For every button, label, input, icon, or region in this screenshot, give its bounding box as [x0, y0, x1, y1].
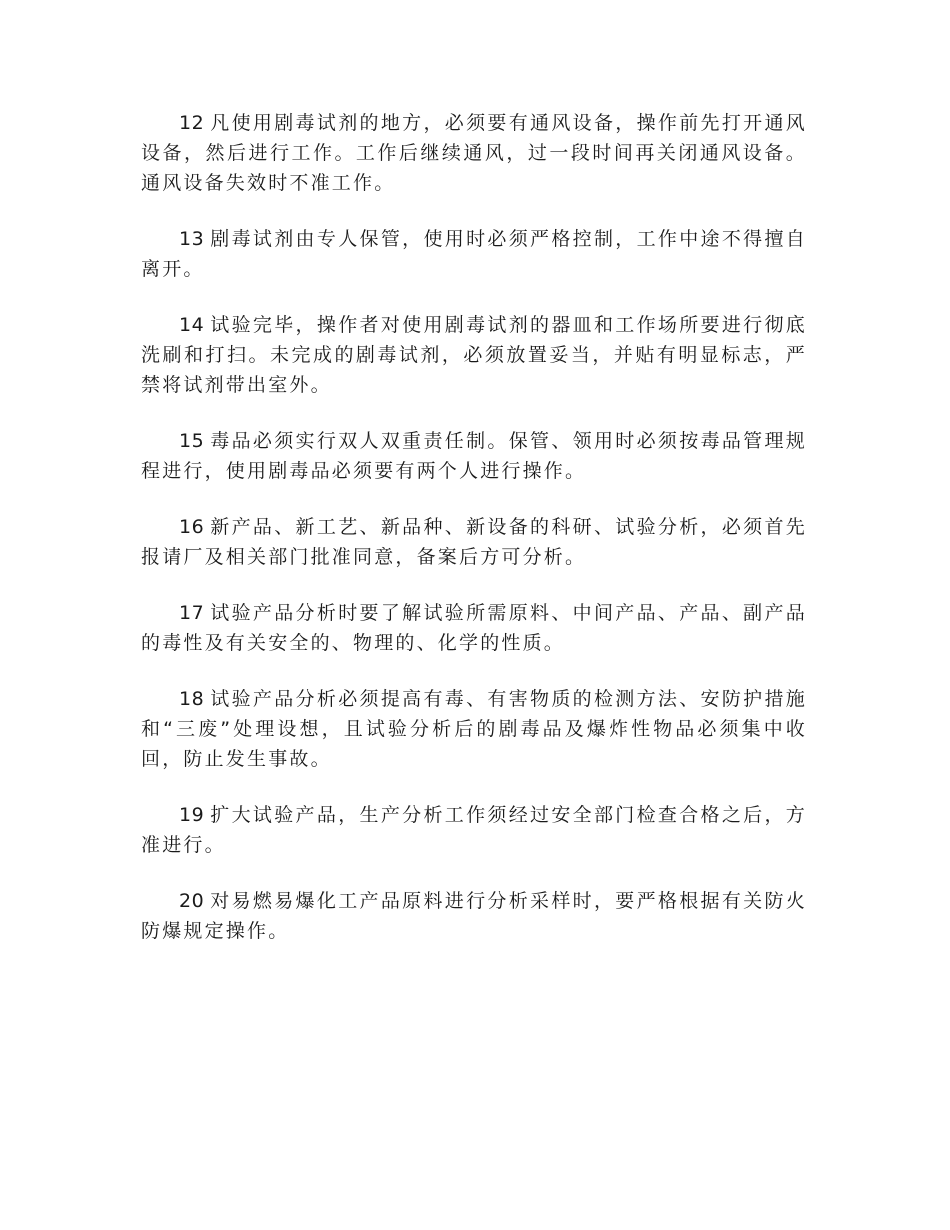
- paragraph-number: 20: [179, 890, 205, 912]
- paragraph-number: 18: [179, 688, 205, 710]
- paragraph-text: 试验产品分析时要了解试验所需原料、中间产品、产品、副产品的毒性及有关安全的、物理的、化学的性质。: [141, 602, 807, 654]
- paragraph-number: 17: [179, 602, 205, 624]
- paragraph-17: [141, 598, 807, 658]
- paragraph-20: [141, 886, 807, 946]
- paragraph-number: 14: [179, 314, 205, 336]
- paragraph-18: [141, 684, 807, 774]
- paragraph-13: [141, 224, 807, 284]
- paragraph-text: 对易燃易爆化工产品原料进行分析采样时，要严格根据有关防火防爆规定操作。: [141, 890, 807, 942]
- paragraph-14: [141, 310, 807, 400]
- paragraph-number: 15: [179, 430, 205, 452]
- paragraph-12: [141, 108, 807, 198]
- paragraph-text: 新产品、新工艺、新品种、新设备的科研、试验分析，必须首先报请厂及相关部门批准同意，备案后方可分析。: [141, 516, 807, 568]
- paragraph-15: [141, 426, 807, 486]
- paragraph-number: 16: [179, 516, 205, 538]
- paragraph-number: 12: [179, 112, 205, 134]
- paragraph-text: 试验完毕，操作者对使用剧毒试剂的器皿和工作场所要进行彻底洗刷和打扫。未完成的剧毒试剂，必须放置妥当，并贴有明显标志，严禁将试剂带出室外。: [141, 314, 807, 396]
- paragraph-text: 扩大试验产品，生产分析工作须经过安全部门检查合格之后，方准进行。: [141, 804, 807, 856]
- paragraph-text: 凡使用剧毒试剂的地方，必须要有通风设备，操作前先打开通风设备，然后进行工作。工作后继续通风，过一段时间再关闭通风设备。通风设备失效时不准工作。: [141, 112, 807, 194]
- paragraph-text: 试验产品分析必须提高有毒、有害物质的检测方法、安防护措施和“三废”处理设想，且试验分析后的剧毒品及爆炸性物品必须集中收回，防止发生事故。: [141, 688, 807, 770]
- document-body: [141, 108, 807, 972]
- paragraph-text: 剧毒试剂由专人保管，使用时必须严格控制，工作中途不得擅自离开。: [141, 228, 807, 280]
- paragraph-19: [141, 800, 807, 860]
- paragraph-text: 毒品必须实行双人双重责任制。保管、领用时必须按毒品管理规程进行，使用剧毒品必须要有两个人进行操作。: [141, 430, 807, 482]
- paragraph-number: 13: [179, 228, 205, 250]
- paragraph-16: [141, 512, 807, 572]
- paragraph-number: 19: [179, 804, 205, 826]
